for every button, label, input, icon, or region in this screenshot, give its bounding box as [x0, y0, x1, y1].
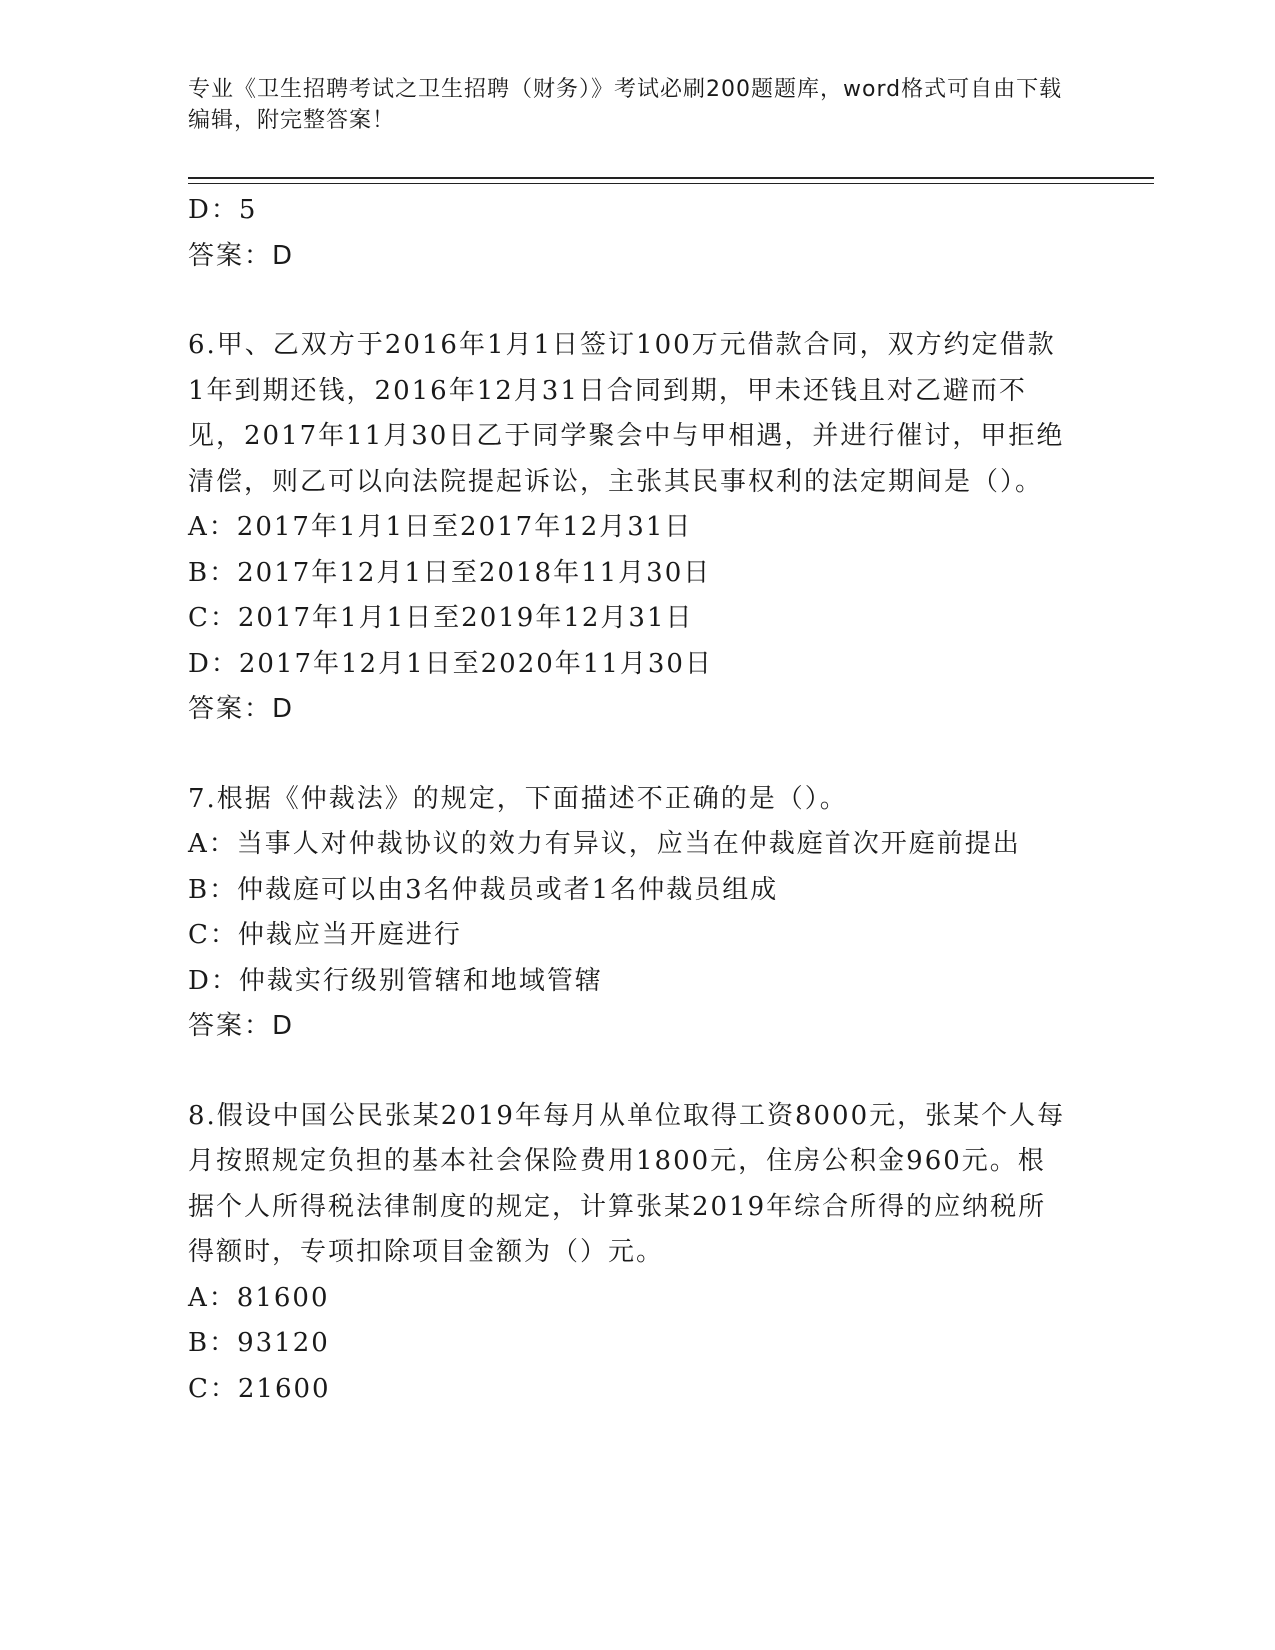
q6-option-c: C：2017年1月1日至2019年12月31日: [188, 603, 694, 633]
q5-answer: 答案：D: [188, 240, 295, 271]
q6-answer: 答案：D: [188, 694, 295, 724]
q8-option-a: A：81600: [188, 1282, 330, 1313]
q7-option-b: B：仲裁庭可以由3名仲裁员或者1名仲裁员组成: [188, 874, 779, 905]
q6-option-a: A：2017年1月1日至2017年12月31日: [188, 512, 693, 542]
q6-stem: 6.甲、乙双方于2016年1月1日签订100万元借款合同，双方约定借款1年到期还钱，2016年12月31日合同到期，甲未还钱且对乙避而不见，2017年11月30日乙于同学聚会中与甲相遇，并进行催讨，甲拒绝清偿，则乙可以向法院提起诉讼，主张其民事权利的法定期间是（）。: [188, 330, 1065, 497]
question-5-tail: [188, 188, 1068, 279]
header-rule-thin: [188, 183, 1154, 184]
q7-option-a: A：当事人对仲裁协议的效力有异议，应当在仲裁庭首次开庭前提出: [188, 829, 1021, 859]
q6-option-b: B：2017年12月1日至2018年11月30日: [188, 557, 712, 588]
question-7: [188, 777, 1068, 1050]
q5-option-d: D：5: [188, 195, 258, 225]
q7-option-c: C：仲裁应当开庭进行: [188, 920, 462, 950]
q7-answer: 答案：D: [188, 1011, 295, 1041]
q7-stem: 7.根据《仲裁法》的规定，下面描述不正确的是（）。: [188, 783, 848, 814]
header-title: 专业《卫生招聘考试之卫生招聘（财务）》考试必刷200题题库，word格式可自由下载编辑，附完整答案！: [188, 77, 1063, 133]
q8-option-c: C：21600: [188, 1373, 331, 1404]
question-6: [188, 323, 1068, 733]
header-rule-thick: [188, 177, 1154, 179]
q8-option-b: B：93120: [188, 1328, 330, 1358]
q7-option-d: D：仲裁实行级别管辖和地域管辖: [188, 965, 603, 996]
q8-stem: 8.假设中国公民张某2019年每月从单位取得工资8000元，张某个人每月按照规定负担的基本社会保险费用1800元，住房公积金960元。根据个人所得税法律制度的规定，计算张某2019年综合所得的应纳税所得额时，专项扣除项目金额为（）元。: [188, 1100, 1066, 1267]
document-header: [188, 74, 1068, 136]
question-content: [188, 188, 1068, 1412]
question-8: [188, 1094, 1068, 1413]
q6-option-d: D：2017年12月1日至2020年11月30日: [188, 648, 713, 679]
